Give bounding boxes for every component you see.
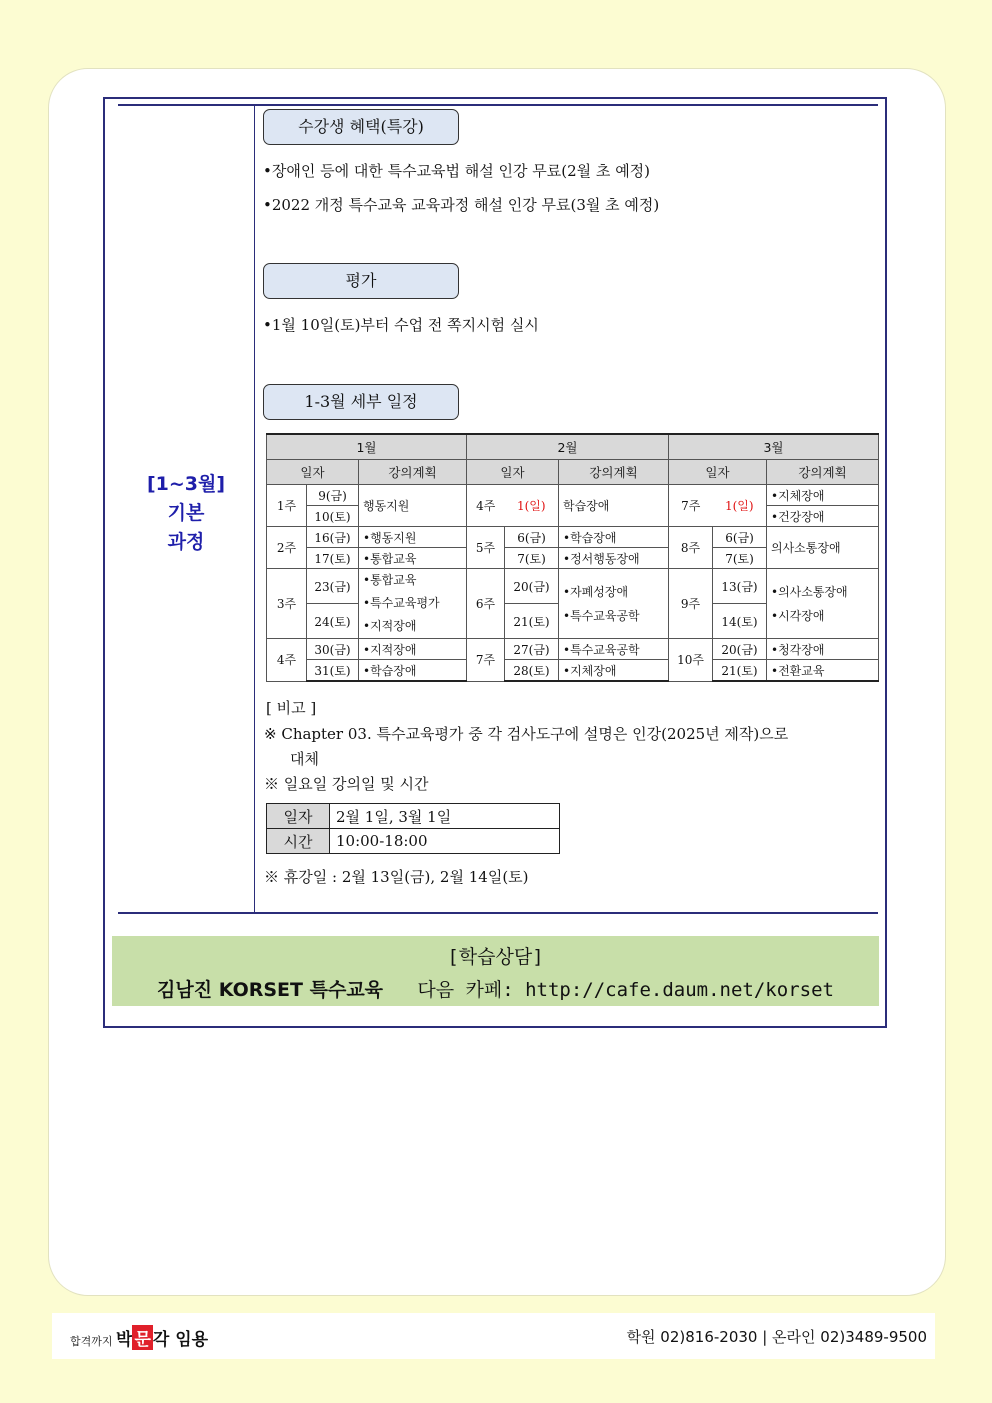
plan-cell: •특수교육공학	[559, 639, 669, 660]
column-header: 강의계획	[559, 460, 669, 485]
plan-cell: •청각장애	[767, 639, 879, 660]
date-cell: 13(금)	[713, 569, 767, 604]
week-cell: 8주	[669, 527, 713, 569]
date-cell: 7(토)	[505, 548, 559, 569]
plan-cell: •행동지원	[359, 527, 467, 548]
column-header: 강의계획	[359, 460, 467, 485]
plan-cell: •건강장애	[767, 506, 879, 527]
date-cell-sunday: 1(일)	[505, 485, 559, 527]
date-cell: 9(금)	[307, 485, 359, 506]
plan-line: •지적장애	[363, 619, 417, 633]
week-cell: 7주	[669, 485, 713, 527]
plan-cell: •학습장애	[359, 660, 467, 682]
column-header: 일자	[267, 460, 359, 485]
date-cell: 27(금)	[505, 639, 559, 660]
plan-cell: •지체장애	[767, 485, 879, 506]
plan-cell	[767, 569, 879, 639]
brand-mark	[116, 1330, 208, 1350]
column-header: 일자	[467, 460, 559, 485]
plan-cell: •정서행동장애	[559, 548, 669, 569]
column-divider	[254, 105, 255, 913]
benefit-item: •2022 개정 특수교육 교육과정 해설 인강 무료(3월 초 예정)	[263, 196, 660, 214]
date-cell: 7(토)	[713, 548, 767, 569]
plan-line: •통합교육	[363, 573, 417, 587]
date-cell: 28(토)	[505, 660, 559, 682]
footer-contact: 학원 02)816-2030 | 온라인 02)3489-9500	[626, 1328, 927, 1346]
week-cell: 4주	[267, 639, 307, 682]
plan-cell: •지체장애	[559, 660, 669, 682]
evaluation-heading: 평가	[263, 263, 459, 299]
plan-cell	[559, 569, 669, 639]
month-header: 3월	[669, 434, 879, 460]
week-cell: 2주	[267, 527, 307, 569]
note-sunday: ※ 일요일 강의일 및 시간	[264, 775, 429, 793]
date-cell: 6(금)	[713, 527, 767, 548]
consult-name: 김남진 KORSET 특수교육	[157, 979, 384, 1001]
week-cell: 9주	[669, 569, 713, 639]
column-header: 강의계획	[767, 460, 879, 485]
note-holiday: ※ 휴강일 : 2월 13일(금), 2월 14일(토)	[264, 868, 529, 886]
consult-line	[112, 975, 879, 1002]
schedule-heading: 1-3월 세부 일정	[263, 384, 459, 420]
date-cell: 17(토)	[307, 548, 359, 569]
course-label-course: 과정	[167, 531, 205, 553]
benefits-heading: 수강생 혜택(특강)	[263, 109, 459, 145]
week-cell: 6주	[467, 569, 505, 639]
week-cell: 5주	[467, 527, 505, 569]
course-label	[120, 470, 252, 557]
plan-cell: 의사소통장애	[767, 527, 879, 569]
column-header: 일자	[669, 460, 767, 485]
sunday-table-value: 2월 1일, 3월 1일	[330, 804, 560, 829]
note-chapter-line2: 대체	[290, 750, 319, 768]
plan-line: •자폐성장애	[563, 584, 629, 599]
evaluation-item: •1월 10일(토)부터 수업 전 쪽지시험 실시	[263, 316, 539, 334]
course-label-months: [1~3월]	[146, 473, 226, 495]
brand-suffix: 임용	[169, 1330, 209, 1350]
sunday-table-key: 시간	[267, 829, 330, 854]
date-cell: 20(금)	[505, 569, 559, 604]
plan-cell: •학습장애	[559, 527, 669, 548]
note-chapter-line1: ※ Chapter 03. 특수교육평가 중 각 검사도구에 설명은 인강(2025년 제작)으로	[264, 725, 789, 743]
consult-title: [학습상담]	[447, 946, 544, 968]
brand-tagline: 합격까지	[70, 1335, 113, 1348]
consult-cafe-link[interactable]: 다음 카페: http://cafe.daum.net/korset	[417, 979, 834, 1001]
bottom-rule	[118, 912, 878, 914]
plan-line: •의사소통장애	[771, 584, 848, 599]
top-rule	[118, 104, 878, 106]
plan-cell	[359, 569, 467, 639]
date-cell: 30(금)	[307, 639, 359, 660]
plan-line: •시각장애	[771, 608, 825, 623]
date-cell: 21(토)	[713, 660, 767, 682]
date-cell-sunday: 1(일)	[713, 485, 767, 527]
week-cell: 10주	[669, 639, 713, 682]
date-cell: 31(토)	[307, 660, 359, 682]
brand-char-highlight: 문	[132, 1325, 152, 1350]
notes-header: [ 비고 ]	[266, 699, 317, 717]
brand-char: 각	[152, 1330, 170, 1350]
week-cell: 7주	[467, 639, 505, 682]
date-cell: 16(금)	[307, 527, 359, 548]
date-cell: 24(토)	[307, 604, 359, 639]
sunday-table-value: 10:00-18:00	[330, 829, 560, 854]
sunday-table	[266, 803, 560, 854]
plan-cell: •지적장애	[359, 639, 467, 660]
plan-cell: •통합교육	[359, 548, 467, 569]
date-cell: 6(금)	[505, 527, 559, 548]
month-header: 2월	[467, 434, 669, 460]
plan-cell: 행동지원	[359, 485, 467, 527]
brand-char: 박	[116, 1330, 133, 1350]
date-cell: 20(금)	[713, 639, 767, 660]
plan-line: •특수교육평가	[363, 596, 440, 610]
consult-banner	[112, 936, 879, 1006]
footer	[52, 1313, 935, 1359]
month-header: 1월	[267, 434, 467, 460]
date-cell: 21(토)	[505, 604, 559, 639]
plan-cell: •전환교육	[767, 660, 879, 682]
course-label-basic: 기본	[167, 502, 205, 524]
date-cell: 23(금)	[307, 569, 359, 604]
week-cell: 1주	[267, 485, 307, 527]
date-cell: 14(토)	[713, 604, 767, 639]
benefit-item: •장애인 등에 대한 특수교육법 해설 인강 무료(2월 초 예정)	[263, 162, 651, 180]
brand-logo	[70, 1325, 208, 1350]
week-cell: 4주	[467, 485, 505, 527]
sunday-table-key: 일자	[267, 804, 330, 829]
plan-cell: 학습장애	[559, 485, 669, 527]
plan-line: •특수교육공학	[563, 608, 640, 623]
date-cell: 10(토)	[307, 506, 359, 527]
schedule-table	[266, 433, 879, 682]
week-cell: 3주	[267, 569, 307, 639]
